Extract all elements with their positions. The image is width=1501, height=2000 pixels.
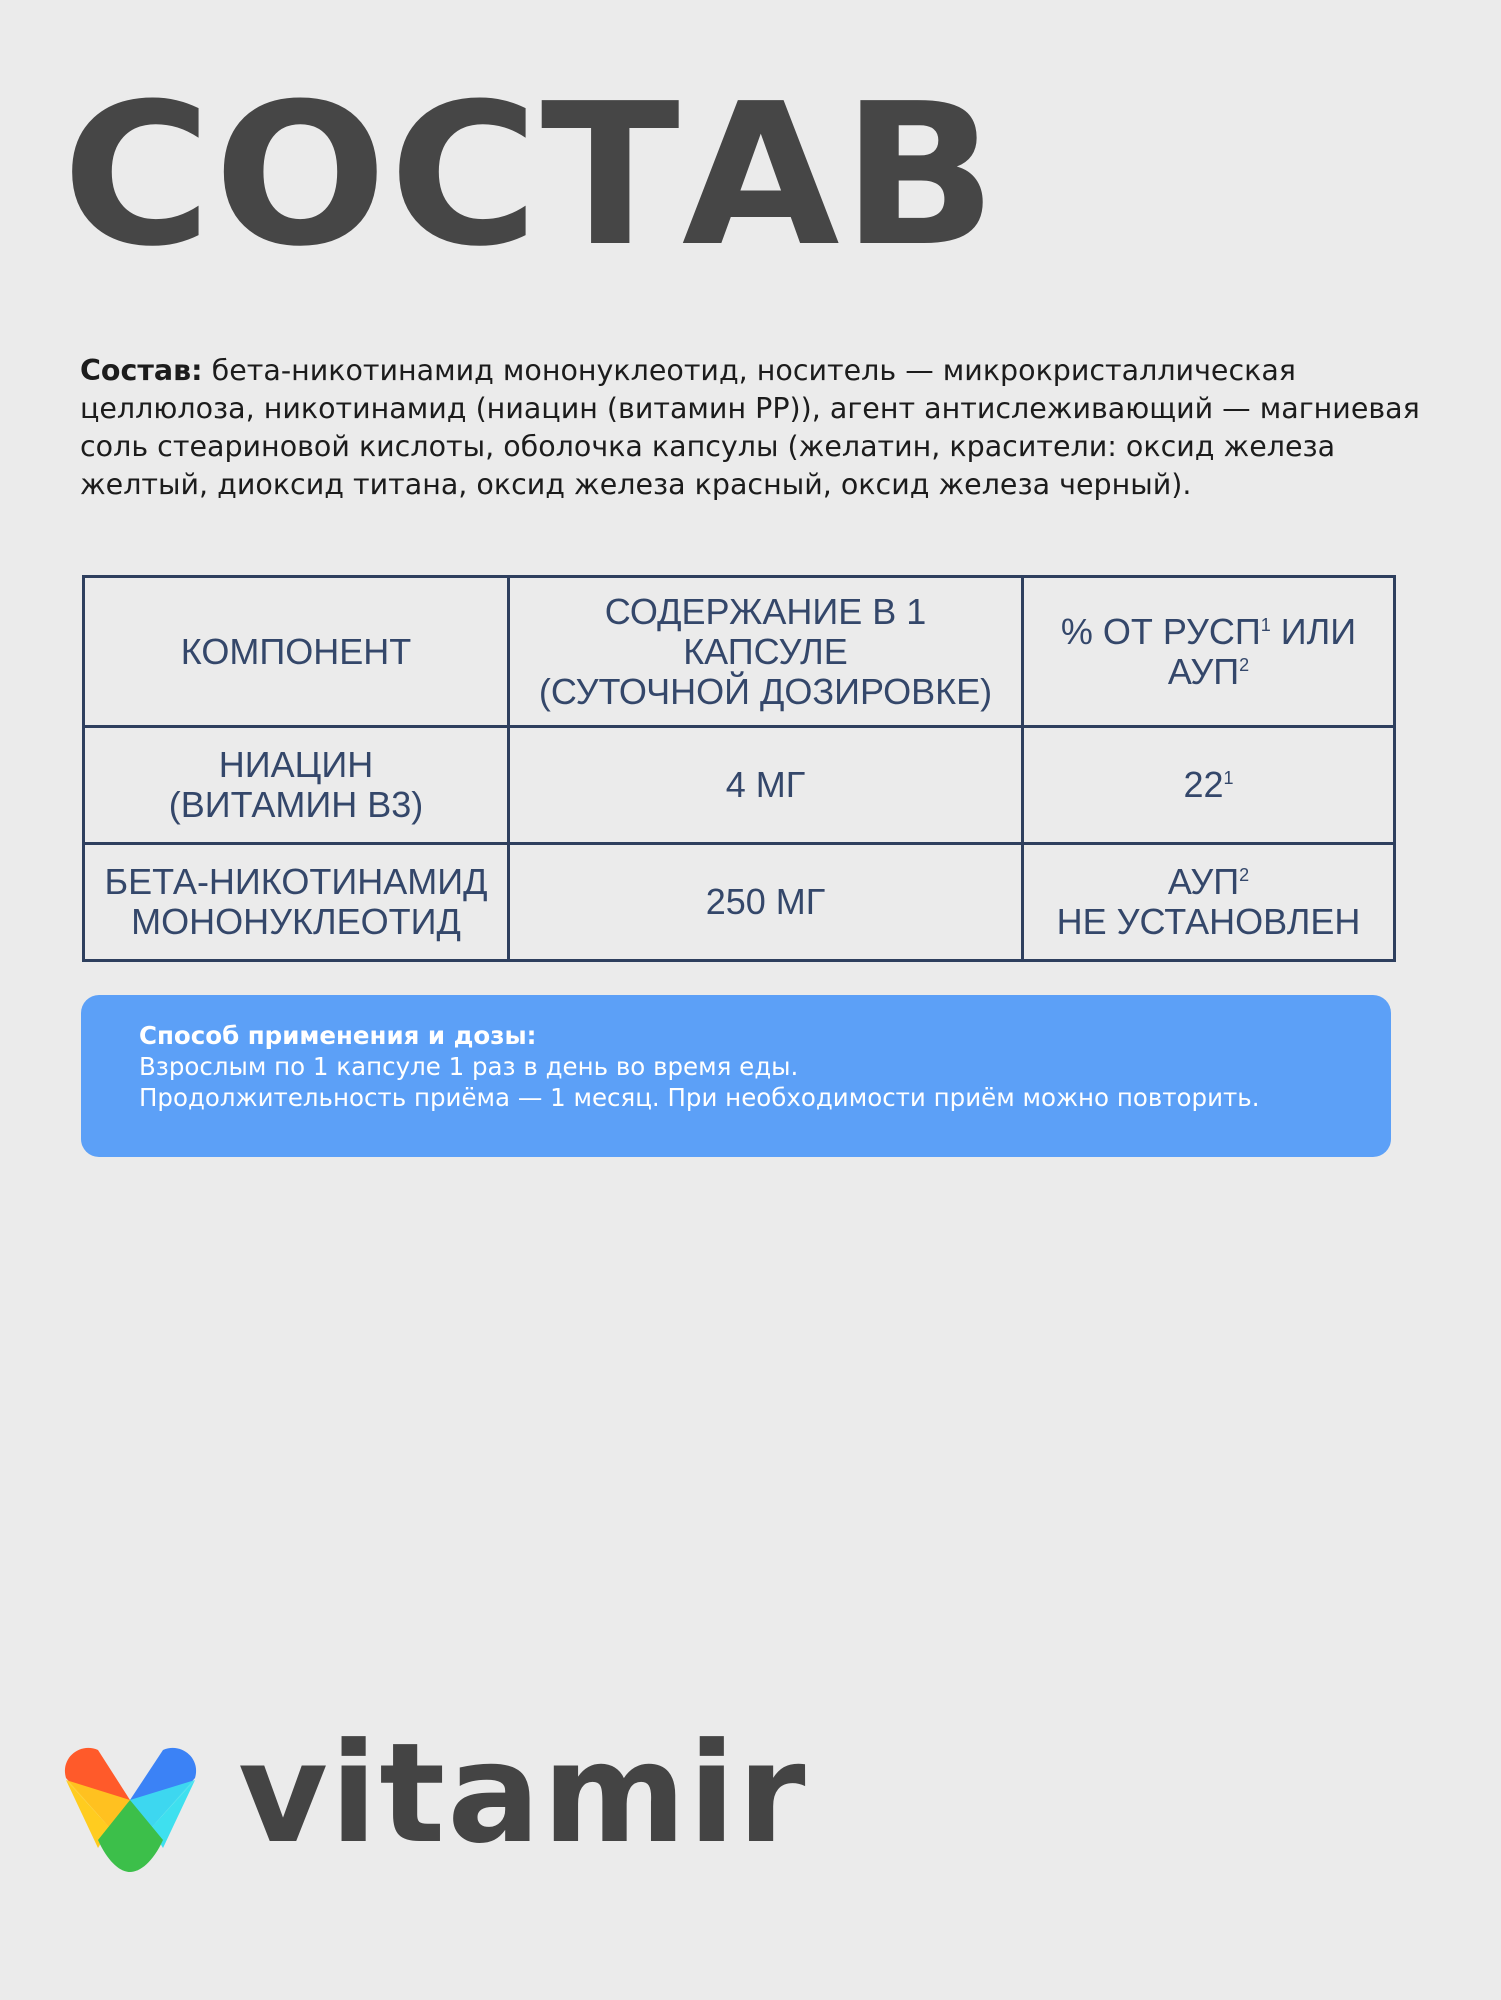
row-percent-sup: 2 — [1239, 865, 1250, 885]
composition-text — [80, 352, 1420, 504]
row-name-line2: (ВИТАМИН В3) — [168, 784, 424, 825]
header-percent-part2: ИЛИ АУП — [1167, 610, 1357, 692]
brand-name: vitamir — [238, 1713, 808, 1874]
row-name-line1: НИАЦИН — [218, 744, 374, 785]
row-amount — [509, 844, 1023, 961]
row-name — [84, 844, 509, 961]
table-row — [84, 844, 1395, 961]
row-percent-value: АУП — [1167, 861, 1240, 902]
header-content-line2: (СУТОЧНОЙ ДОЗИРОВКЕ) — [538, 670, 993, 712]
row-name-line2: МОНОНУКЛЕОТИД — [131, 901, 461, 942]
header-percent-part1: % ОТ РУСП — [1060, 610, 1261, 652]
dosage-line1: Взрослым по 1 капсуле 1 раз в день во время еды. — [139, 1052, 799, 1081]
composition-label: Состав: — [80, 354, 203, 387]
row-percent-sup: 1 — [1223, 768, 1234, 788]
row-amount-value: 250 МГ — [705, 881, 826, 922]
table-header-row — [84, 577, 1395, 727]
header-percent — [1023, 577, 1395, 727]
table-row — [84, 727, 1395, 844]
header-percent-sup1: 1 — [1260, 614, 1271, 635]
row-name — [84, 727, 509, 844]
composition-body: бета-никотинамид мононуклеотид, носитель — микрокристаллическая целлюлоза, никотинамид (ниацин (витамин РР)), агент антислеживающий — магниевая соль стеариновой кислоты, оболочка капсулы (желатин, красители: оксид железа желтый, диоксид титана, оксид железа красный, оксид железа черный). — [80, 354, 1420, 501]
v-heart-logo-icon — [58, 1740, 203, 1874]
header-percent-sup2: 2 — [1239, 654, 1250, 675]
dosage-heading: Способ применения и дозы: — [139, 1021, 537, 1050]
header-content — [509, 577, 1023, 727]
header-content-line1: СОДЕРЖАНИЕ В 1 КАПСУЛЕ — [604, 590, 927, 672]
header-component — [84, 577, 509, 727]
row-percent-value: 22 — [1183, 764, 1224, 805]
row-percent — [1023, 844, 1395, 961]
dosage-box — [81, 995, 1391, 1157]
row-name-line1: БЕТА-НИКОТИНАМИД — [104, 861, 488, 902]
row-percent-line2: НЕ УСТАНОВЛЕН — [1056, 901, 1361, 942]
row-percent — [1023, 727, 1395, 844]
dosage-line2: Продолжительность приёма — 1 месяц. При необходимости приём можно повторить. — [139, 1083, 1260, 1112]
row-amount-value: 4 МГ — [725, 764, 806, 805]
header-component-label: КОМПОНЕНТ — [180, 630, 412, 672]
row-amount — [509, 727, 1023, 844]
nutrient-table — [82, 575, 1396, 962]
page-title: СОСТАВ — [62, 62, 1000, 290]
